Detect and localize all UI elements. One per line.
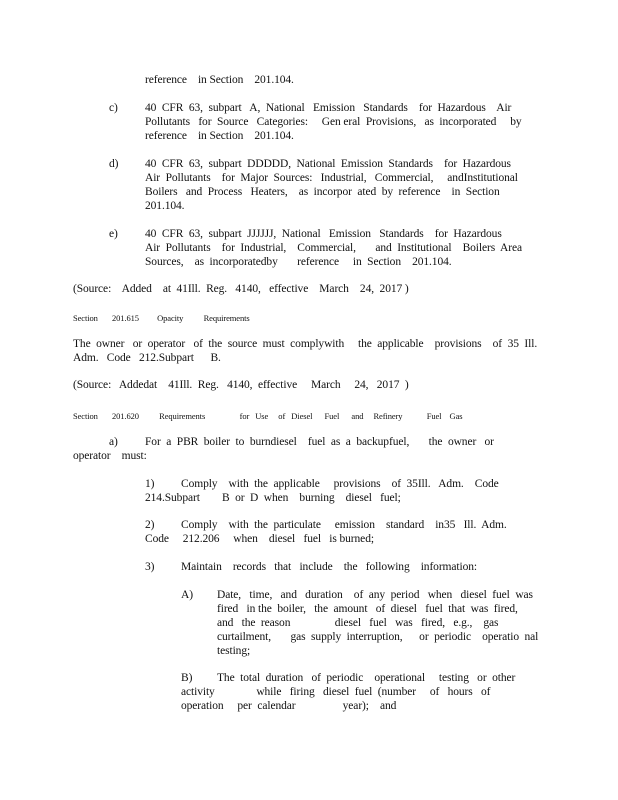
item-label-2: 2) xyxy=(145,519,155,531)
text-line: 40 CFR 63, subpart DDDDD, National Emission Standards for Hazardous xyxy=(145,158,511,170)
text-line: Comply with the applicable provisions of 35Ill. Adm. Code xyxy=(181,478,499,490)
text-line: Boilers and Process Heaters, as incorpor ated by reference in Section xyxy=(145,186,500,198)
text-line: Pollutants for Source Categories: Gen eral Provisions, as incorporated by xyxy=(145,116,522,128)
text-line: Code 212.206 when diesel fuel is burned; xyxy=(145,533,374,545)
text-line: Maintain records that include the following information: xyxy=(181,561,477,573)
section-heading: Section 201.615 Opacity Requirements xyxy=(73,313,250,323)
text-line: Air Pollutants for Major Sources: Industrial, Commercial, andInstitutional xyxy=(145,172,518,184)
text-line: 201.104. xyxy=(145,200,185,212)
text-line: testing; xyxy=(217,645,251,657)
text-line: operation per calendar year); and xyxy=(181,700,397,712)
item-label-c: c) xyxy=(109,102,118,114)
item-label-1: 1) xyxy=(145,478,155,490)
text-line: Date, time, and duration of any period when diesel fuel was xyxy=(217,589,533,601)
text-line: and the reason diesel fuel was fired, e.g., gas xyxy=(217,617,499,629)
text-line: Comply with the particulate emission standard in35 Ill. Adm. xyxy=(181,519,507,531)
text-line: The total duration of periodic operational testing or other xyxy=(217,672,516,684)
text-line: 40 CFR 63, subpart A, National Emission Standards for Hazardous Air xyxy=(145,102,512,114)
item-label-e: e) xyxy=(109,228,118,240)
section-heading: Section 201.620 Requirements for Use of Diesel Fuel and Refinery Fuel Gas xyxy=(73,411,463,421)
text-line: reference in Section 201.104. xyxy=(145,74,294,86)
item-label-d: d) xyxy=(109,158,119,170)
text-line: reference in Section 201.104. xyxy=(145,130,294,142)
text-line: curtailment, gas supply interruption, or periodic operatio nal xyxy=(217,631,539,643)
text-line: 40 CFR 63, subpart JJJJJJ, National Emission Standards for Hazardous xyxy=(145,228,502,240)
item-label-B: B) xyxy=(181,672,193,684)
text-line: activity while firing diesel fuel (number of hours of xyxy=(181,686,491,698)
text-line: Sources, as incorporatedby reference in Section 201.104. xyxy=(145,256,452,268)
source-note: (Source: Added at 41Ill. Reg. 4140, effective March 24, 2017 ) xyxy=(73,283,409,295)
text-line: 214.Subpart B or D when burning diesel fuel; xyxy=(145,492,401,504)
text-line: Adm. Code 212.Subpart B. xyxy=(73,352,221,364)
text-line: For a PBR boiler to burndiesel fuel as a backupfuel, the owner or xyxy=(145,436,494,448)
item-label-3: 3) xyxy=(145,561,155,573)
text-line: Air Pollutants for Industrial, Commercial, and Institutional Boilers Area xyxy=(145,242,522,254)
source-note: (Source: Addedat 41Ill. Reg. 4140, effective March 24, 2017 ) xyxy=(73,379,409,391)
text-line: The owner or operator of the source must complywith the applicable provisions of 35 Ill. xyxy=(73,338,538,350)
item-label-A: A) xyxy=(181,589,193,601)
text-line: fired in the boiler, the amount of diesel fuel that was fired, xyxy=(217,603,518,615)
text-line: operator must: xyxy=(73,450,147,462)
item-label-a: a) xyxy=(109,436,118,448)
